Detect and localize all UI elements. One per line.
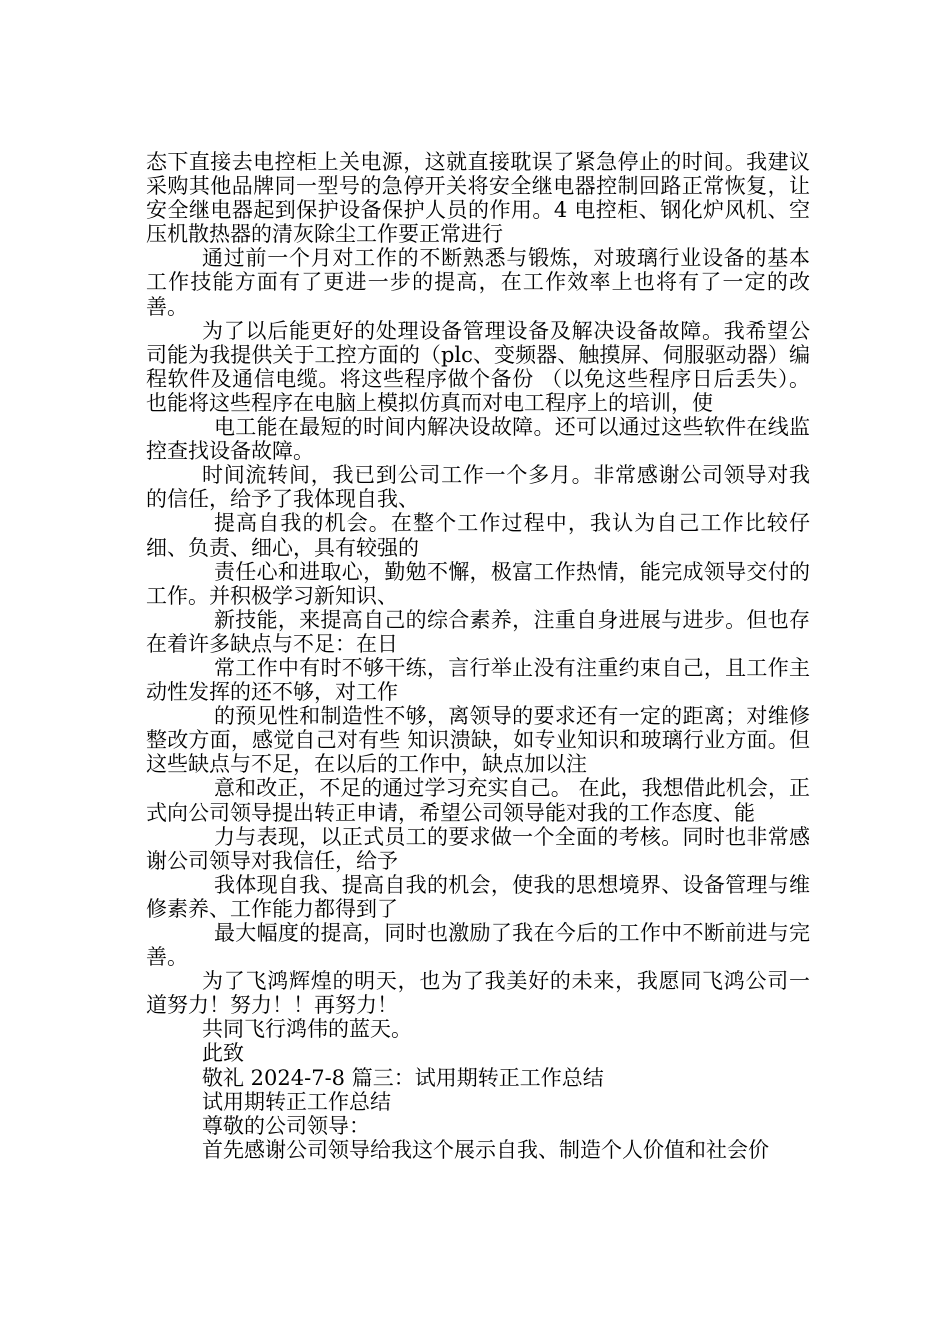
paragraph: 此致 [202, 1041, 244, 1066]
paragraph: 最大幅度的提高，同时也激励了我在今后的工作中不断前进与完善。 [146, 921, 810, 970]
paragraph: 常工作中有时不够干练，言行举止没有注重约束自己，且工作主动性发挥的还不够，对工作 [146, 655, 810, 705]
paragraph: 力与表现，以正式员工的要求做一个全面的考核。同时也非常感谢公司领导对我信任，给予 [146, 824, 810, 873]
paragraph: 试用期转正工作总结 [202, 1089, 391, 1114]
paragraph: 时间流转间，我已到公司工作一个多月。非常感谢公司领导对我的信任，给予了我体现自我、 [146, 463, 810, 512]
paragraph: 共同飞行鸿伟的蓝天。 [202, 1017, 412, 1042]
paragraph: 新技能，来提高自己的综合素养，注重自身进展与进步。但也存在着许多缺点与不足：在日 [146, 607, 810, 656]
paragraph: 态下直接去电控柜上关电源，这就直接耽误了紧急停止的时间。我建议采购其他品牌同一型号的急停开关将安全继电器控制回路正常恢复，让安全继电器起到保护设备保护人员的作用。4 电控柜、钢化炉风机、空压机散热器的清灰除尘工作要正常进行 [146, 150, 810, 247]
paragraph: 为了以后能更好的处理设备管理设备及解决设备故障。我希望公司能为我提供关于工控方面的（plc、变频器、触摸屏、伺服驱动器）编程软件及通信电缆。将这些程序做个备份 （以免这些程序日后丢失）。也能将这些程序在电脑上模拟仿真而对电工程序上的培训，使 [146, 318, 810, 415]
paragraph: 的预见性和制造性不够，离领导的要求还有一定的距离；对维修整改方面，感觉自己对有些 知识溃缺，如专业知识和玻璃行业方面。但这些缺点与不足，在以后的工作中，缺点加以注 [146, 704, 810, 777]
paragraph: 意和改正，不足的通过学习充实自己。 在此，我想借此机会，正式向公司领导提出转正申请，希望公司领导能对我的工作态度、能 [146, 776, 810, 825]
paragraph: 通过前一个月对工作的不断熟悉与锻炼，对玻璃行业设备的基本工作技能方面有了更进一步的提高，在工作效率上也将有了一定的改善。 [146, 246, 810, 319]
paragraph: 我体现自我、提高自我的机会，使我的思想境界、设备管理与维修素养、工作能力都得到了 [146, 872, 810, 921]
paragraph: 电工能在最短的时间内解决设故障。还可以通过这些软件在线监控查找设备故障。 [146, 415, 810, 464]
paragraph: 责任心和进取心，勤勉不懈，极富工作热情，能完成领导交付的工作。并积极学习新知识、 [146, 559, 810, 608]
paragraph: 为了飞鸿辉煌的明天，也为了我美好的未来，我愿同飞鸿公司一道努力！努力！！再努力！ [146, 969, 810, 1018]
paragraph: 敬礼 2024-7-8 篇三：试用期转正工作总结 [202, 1065, 604, 1090]
paragraph: 提高自我的机会。在整个工作过程中，我认为自己工作比较仔细、负责、细心，具有较强的 [146, 511, 810, 560]
document-body [146, 150, 810, 1162]
paragraph: 首先感谢公司领导给我这个展示自我、制造个人价值和社会价 [202, 1137, 769, 1162]
paragraph: 尊敬的公司领导： [202, 1113, 370, 1138]
